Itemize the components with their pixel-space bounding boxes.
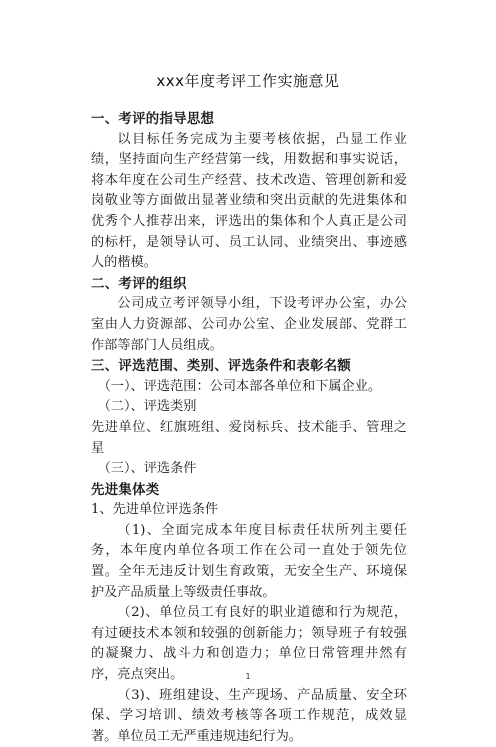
paragraph-condition-2: （2)、单位员工有良好的职业道德和行为规范，有过硬技术本领和较强的创新能力；领导班子有较强的凝聚力、战斗力和创造力；单位日常管理井然有序，亮点突出。 <box>91 605 407 683</box>
page-number: 1 <box>245 672 251 681</box>
paragraph-condition-3: （3)、班组建设、生产现场、产品质量、安全环保、学习培训、绩效考核等各项工作规范，成效显著。单位员工无严重违规违纪行为。 <box>91 687 407 744</box>
document-title: xxx年度考评工作实施意见 <box>156 72 340 90</box>
paragraph-conditions-title: （三）、评选条件 <box>97 461 197 477</box>
paragraph-unit-title: 1、先进单位评选条件 <box>91 502 219 518</box>
paragraph-category-list: 先进单位、红旗班组、爱岗标兵、技术能手、管理之星 <box>91 419 407 456</box>
paragraph-guiding-ideology: 以目标任务完成为主要考核依据，凸显工作业绩，坚持面向生产经营第一线，用数据和事实说话，将本年度在公司生产经营、技术改造、管理创新和爱岗敬业等方面做出显著业绩和突出贡献的先进集体和优秀个人推荐出来，评选出的集体和个人真正是公司的标杆，是领导认可、员工认同、业绩突出、事迹感人的楷模。 <box>91 131 407 271</box>
section-heading-organization: 二、考评的组织 <box>91 275 187 292</box>
document-body <box>91 109 407 747</box>
paragraph-category-title: （二）、评选类别 <box>97 399 197 415</box>
heading-collective: 先进集体类 <box>91 481 160 498</box>
paragraph-condition-1: （1)、全面完成本年度目标责任状所列主要任务，本年度内单位各项工作在公司一直处于领先位置。全年无违反计划生育政策，无安全生产、环境保护及产品质量上等级责任事故。 <box>91 522 407 600</box>
section-heading-scope: 三、评选范围、类别、评选条件和表彰名额 <box>91 358 352 375</box>
section-heading-guiding-ideology: 一、考评的指导思想 <box>91 111 215 127</box>
paragraph-scope: （一）、评选范围：公司本部各单位和下属企业。 <box>97 378 382 394</box>
paragraph-organization: 公司成立考评领导小组，下设考评办公室，办公室由人力资源部、公司办公室、企业发展部、党群工作部等部门人员组成。 <box>91 296 407 353</box>
